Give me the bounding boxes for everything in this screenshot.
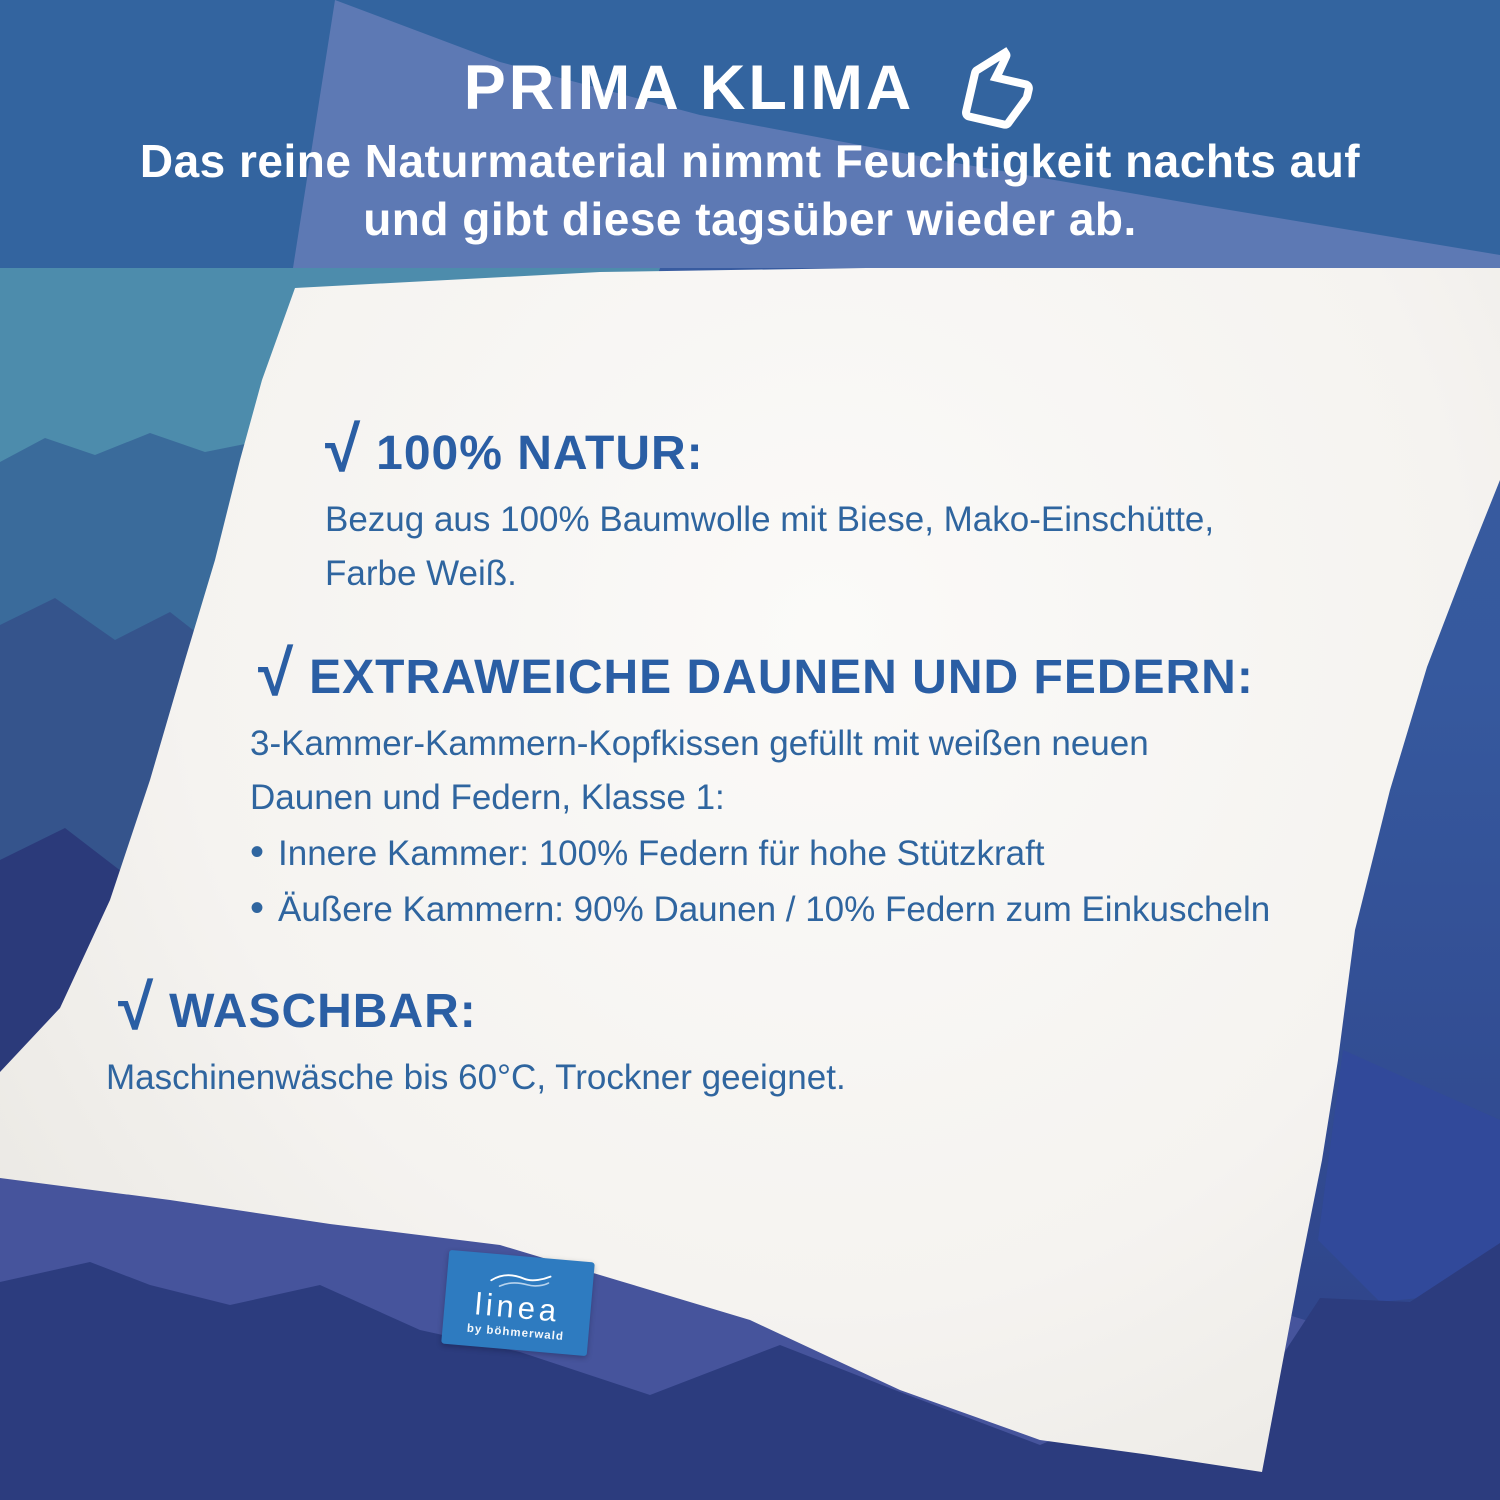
check-icon: √ [118,971,154,1043]
section-text-line: Maschinenwäsche bis 60°C, Trockner geeignet. [106,1058,846,1097]
section-text-line: Bezug aus 100% Baumwolle mit Biese, Mako-Einschütte, [325,500,1215,539]
list-item-text: Äußere Kammern: 90% Daunen / 10% Federn zum Einkuscheln [278,890,1271,929]
brand-byline: by böhmerwald [466,1322,565,1343]
check-icon: √ [258,637,294,709]
section-text-line: Daunen und Federn, Klasse 1: [250,778,725,817]
list-item-text: Innere Kammer: 100% Federn für hohe Stützkraft [278,834,1045,873]
section-daunen-federn [250,637,1271,937]
check-icon: √ [325,413,361,485]
header-subtitle-line: und gibt diese tagsüber wieder ab. [363,193,1137,245]
brand-tag [441,1250,595,1356]
header [0,0,1500,268]
page-title: PRIMA KLIMA [463,53,915,123]
bullet-icon: • [250,830,265,874]
section-text-line: Farbe Weiß. [325,554,517,593]
brand-name: linea [473,1285,562,1329]
header-subtitle-line: Das reine Naturmaterial nimmt Feuchtigkeit nachts auf [139,135,1361,187]
section-heading: EXTRAWEICHE DAUNEN UND FEDERN: [309,651,1254,704]
section-natur [325,413,1215,601]
section-text-line: 3-Kammer-Kammern-Kopfkissen gefüllt mit weißen neuen [250,724,1149,763]
section-waschbar [106,971,846,1105]
thumbs-up-icon [930,27,1047,150]
list-item [250,881,1270,937]
section-heading: 100% NATUR: [376,427,704,480]
section-heading: WASCHBAR: [169,985,477,1038]
bullet-icon: • [250,886,265,930]
list-item [250,825,1270,881]
